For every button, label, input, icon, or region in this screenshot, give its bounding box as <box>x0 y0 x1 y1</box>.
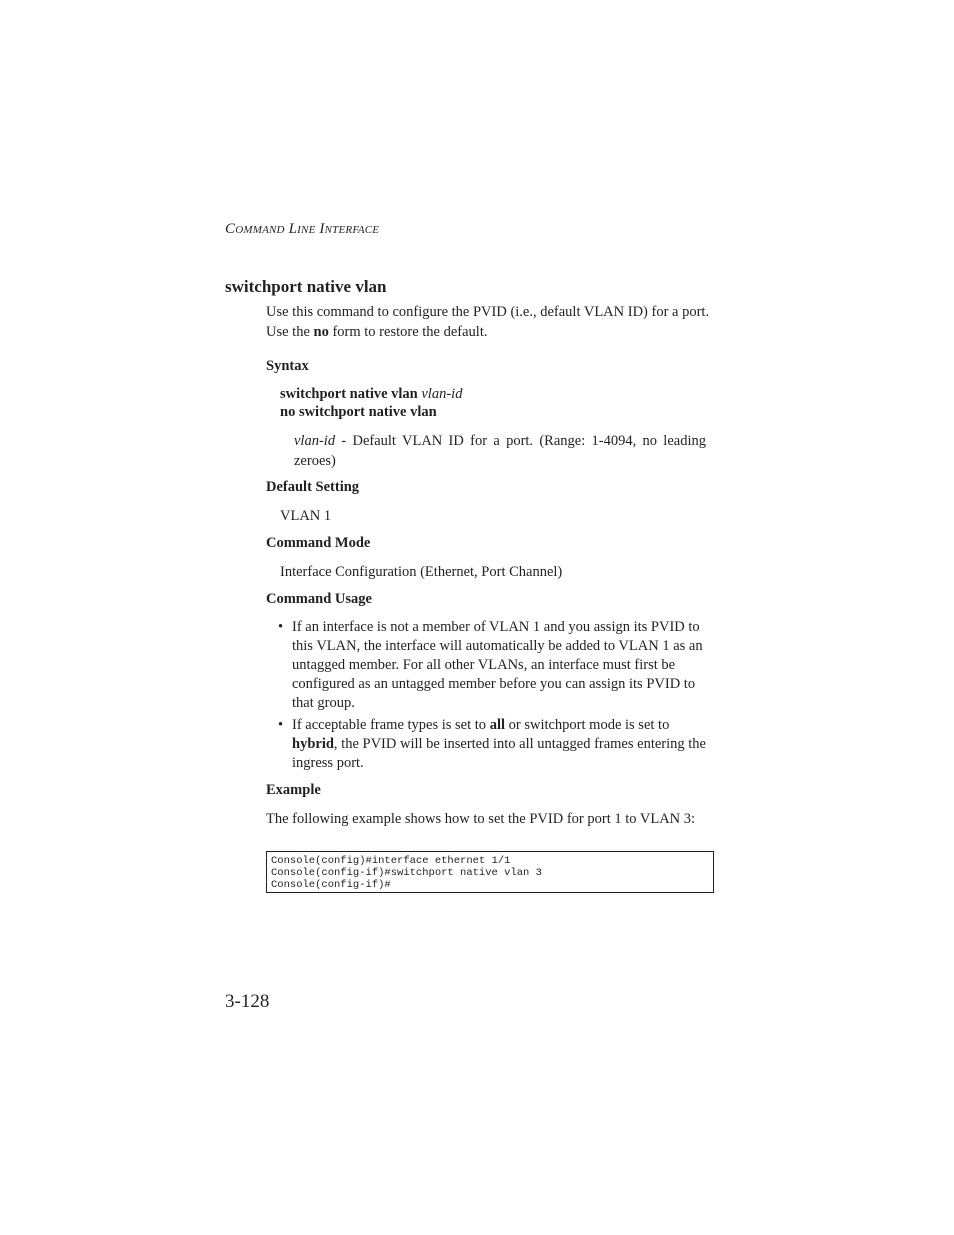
usage-item-2-text-c: , the PVID will be inserted into all untagged frames entering the ingress port. <box>292 736 706 771</box>
example-heading: Example <box>266 782 321 798</box>
usage-item-1-text: If an interface is not a member of VLAN 1 and you assign its PVID to this VLAN, the interface will automatically be added to VLAN 1 as an untagged member. For all other VLANs, an interface must first be configured as an untagged member before you can assign its PVID to that group. <box>292 619 703 711</box>
intro-no-keyword: no <box>313 324 329 340</box>
running-header: Command Line Interface <box>225 221 380 237</box>
code-line: Console(config)#interface ethernet 1/1 <box>271 855 511 867</box>
usage-item-2-text-b: or switchport mode is set to <box>505 717 670 733</box>
syntax-heading: Syntax <box>266 358 309 374</box>
code-example-box <box>266 851 714 893</box>
list-item <box>278 716 714 773</box>
command-description <box>266 302 716 342</box>
keyword-hybrid: hybrid <box>292 736 334 752</box>
usage-item-2-text-a: If acceptable frame types is set to <box>292 717 490 733</box>
parameter-description <box>294 431 706 471</box>
list-item <box>278 618 714 713</box>
parameter-text: - Default VLAN ID for a port. (Range: 1-4094, no leading zeroes) <box>294 433 706 469</box>
syntax-command: switchport native vlan <box>280 386 418 402</box>
command-usage-heading: Command Usage <box>266 591 372 607</box>
syntax-parameter: vlan-id <box>421 386 463 402</box>
command-title: switchport native vlan <box>225 277 387 296</box>
example-text: The following example shows how to set the PVID for port 1 to VLAN 3: <box>266 811 696 827</box>
default-setting-value: VLAN 1 <box>280 508 332 524</box>
intro-text-b: form to restore the default. <box>328 324 488 340</box>
bullet-icon: • <box>278 717 284 733</box>
code-line: Console(config-if)#switchport native vlan 3 <box>271 867 542 879</box>
intro-text-a: Use this command to configure the PVID (i.e., default VLAN ID) for a port. Use the <box>266 304 710 340</box>
parameter-name: vlan-id <box>294 433 336 449</box>
command-mode-value: Interface Configuration (Ethernet, Port Channel) <box>280 564 563 580</box>
bullet-icon: • <box>278 619 284 635</box>
syntax-line-2: no switchport native vlan <box>280 404 437 420</box>
command-mode-heading: Command Mode <box>266 535 371 551</box>
keyword-all: all <box>489 717 505 733</box>
command-usage-list <box>278 618 714 776</box>
code-line: Console(config-if)# <box>271 879 391 891</box>
syntax-line-1 <box>280 386 462 403</box>
page-number: 3-128 <box>225 991 270 1012</box>
default-setting-heading: Default Setting <box>266 479 360 495</box>
